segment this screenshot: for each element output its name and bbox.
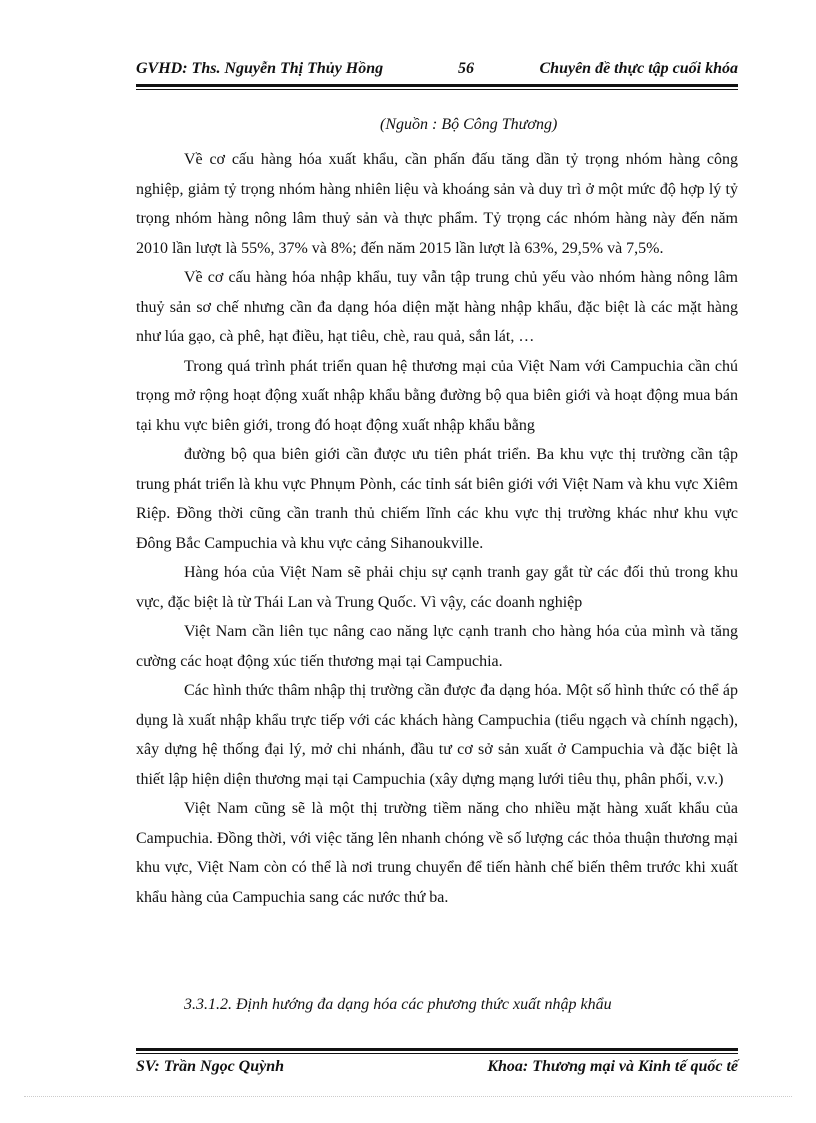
source-note: (Nguồn : Bộ Công Thương) — [380, 116, 558, 133]
body-text — [136, 145, 738, 912]
paragraph: Hàng hóa của Việt Nam sẽ phải chịu sự cạnh tranh gay gắt từ các đối thủ trong khu vực, đặc biệt là từ Thái Lan và Trung Quốc. Vì vậy, các doanh nghiệp — [136, 564, 738, 611]
section-subheading: 3.3.1.2. Định hướng đa dạng hóa các phương thức xuất nhập khẩu — [184, 996, 612, 1013]
page-edge-divider — [24, 1096, 792, 1097]
footer-rule-thick — [136, 1048, 738, 1051]
footer-rule-thin — [136, 1053, 738, 1054]
paragraph: Về cơ cấu hàng hóa xuất khẩu, cần phấn đấu tăng dần tỷ trọng nhóm hàng công nghiệp, giảm tỷ trọng nhóm hàng nhiên liệu và khoáng sản và duy trì ở một mức độ hợp lý tỷ trọng nhóm hàng nông lâm thuỷ sản và thực phẩm. Tỷ trọng các nhóm hàng này đến năm 2010 lần lượt là 55%, 37% và 8%; đến năm 2015 lần lượt là 63%, 29,5% và 7,5%. — [136, 151, 738, 257]
paragraph: Trong quá trình phát triển quan hệ thương mại của Việt Nam với Campuchia cần chú trọng mở rộng hoạt động xuất nhập khẩu bằng đường bộ qua biên giới và hoạt động mua bán tại khu vực biên giới, trong đó hoạt động xuất nhập khẩu bằng — [136, 357, 738, 434]
page-footer — [136, 1056, 738, 1080]
header-rule-thick — [136, 84, 738, 87]
paragraph: Các hình thức thâm nhập thị trường cần được đa dạng hóa. Một số hình thức có thể áp dụng là xuất nhập khẩu trực tiếp với các khách hàng Campuchia (tiểu ngạch và chính ngạch), xây dựng hệ thống đại lý, mở chi nhánh, đầu tư cơ sở sản xuất ở Campuchia và đặc biệt là thiết lập hiện diện thương mại tại Campuchia (xây dựng mạng lưới tiêu thụ, phân phối, v.v.) — [136, 682, 738, 788]
advisor-name: GVHD: Ths. Nguyễn Thị Thủy Hồng — [136, 60, 384, 77]
header-rule-thin — [136, 89, 738, 90]
paragraph: Việt Nam cũng sẽ là một thị trường tiềm năng cho nhiều mặt hàng xuất khẩu của Campuchia. Đồng thời, với việc tăng lên nhanh chóng về số lượng các thỏa thuận thương mại khu vực, Việt Nam còn có thể là nơi trung chuyển để tiến hành chế biến thêm trước khi xuất khẩu hàng của Campuchia sang các nước thứ ba. — [136, 800, 738, 906]
paragraph: đường bộ qua biên giới cần được ưu tiên phát triển. Ba khu vực thị trường cần tập trung phát triển là khu vực Phnụm Pònh, các tỉnh sát biên giới với Việt Nam và khu vực Xiêm Riệp. Đồng thời cũng cần tranh thủ chiếm lĩnh các khu vực thị trường khác như khu vực Đông Bắc Campuchia và khu vực cảng Sihanoukville. — [136, 446, 738, 552]
paragraph: Về cơ cấu hàng hóa nhập khẩu, tuy vẫn tập trung chủ yếu vào nhóm hàng nông lâm thuỷ sản sơ chế nhưng cần đa dạng hóa diện mặt hàng nhập khẩu, đặc biệt là các mặt hàng như lúa gạo, cà phê, hạt điều, hạt tiêu, chè, rau quả, sắn lát, … — [136, 269, 738, 345]
document-title: Chuyên đề thực tập cuối khóa — [539, 60, 738, 77]
page-header — [136, 58, 738, 82]
page-number: 56 — [458, 60, 474, 77]
paragraph: Việt Nam cần liên tục nâng cao năng lực cạnh tranh cho hàng hóa của mình và tăng cường các hoạt động xúc tiến thương mại tại Campuchia. — [136, 623, 738, 670]
faculty-name: Khoa: Thương mại và Kinh tế quốc tế — [487, 1058, 738, 1075]
student-name: SV: Trần Ngọc Quỳnh — [136, 1058, 285, 1075]
